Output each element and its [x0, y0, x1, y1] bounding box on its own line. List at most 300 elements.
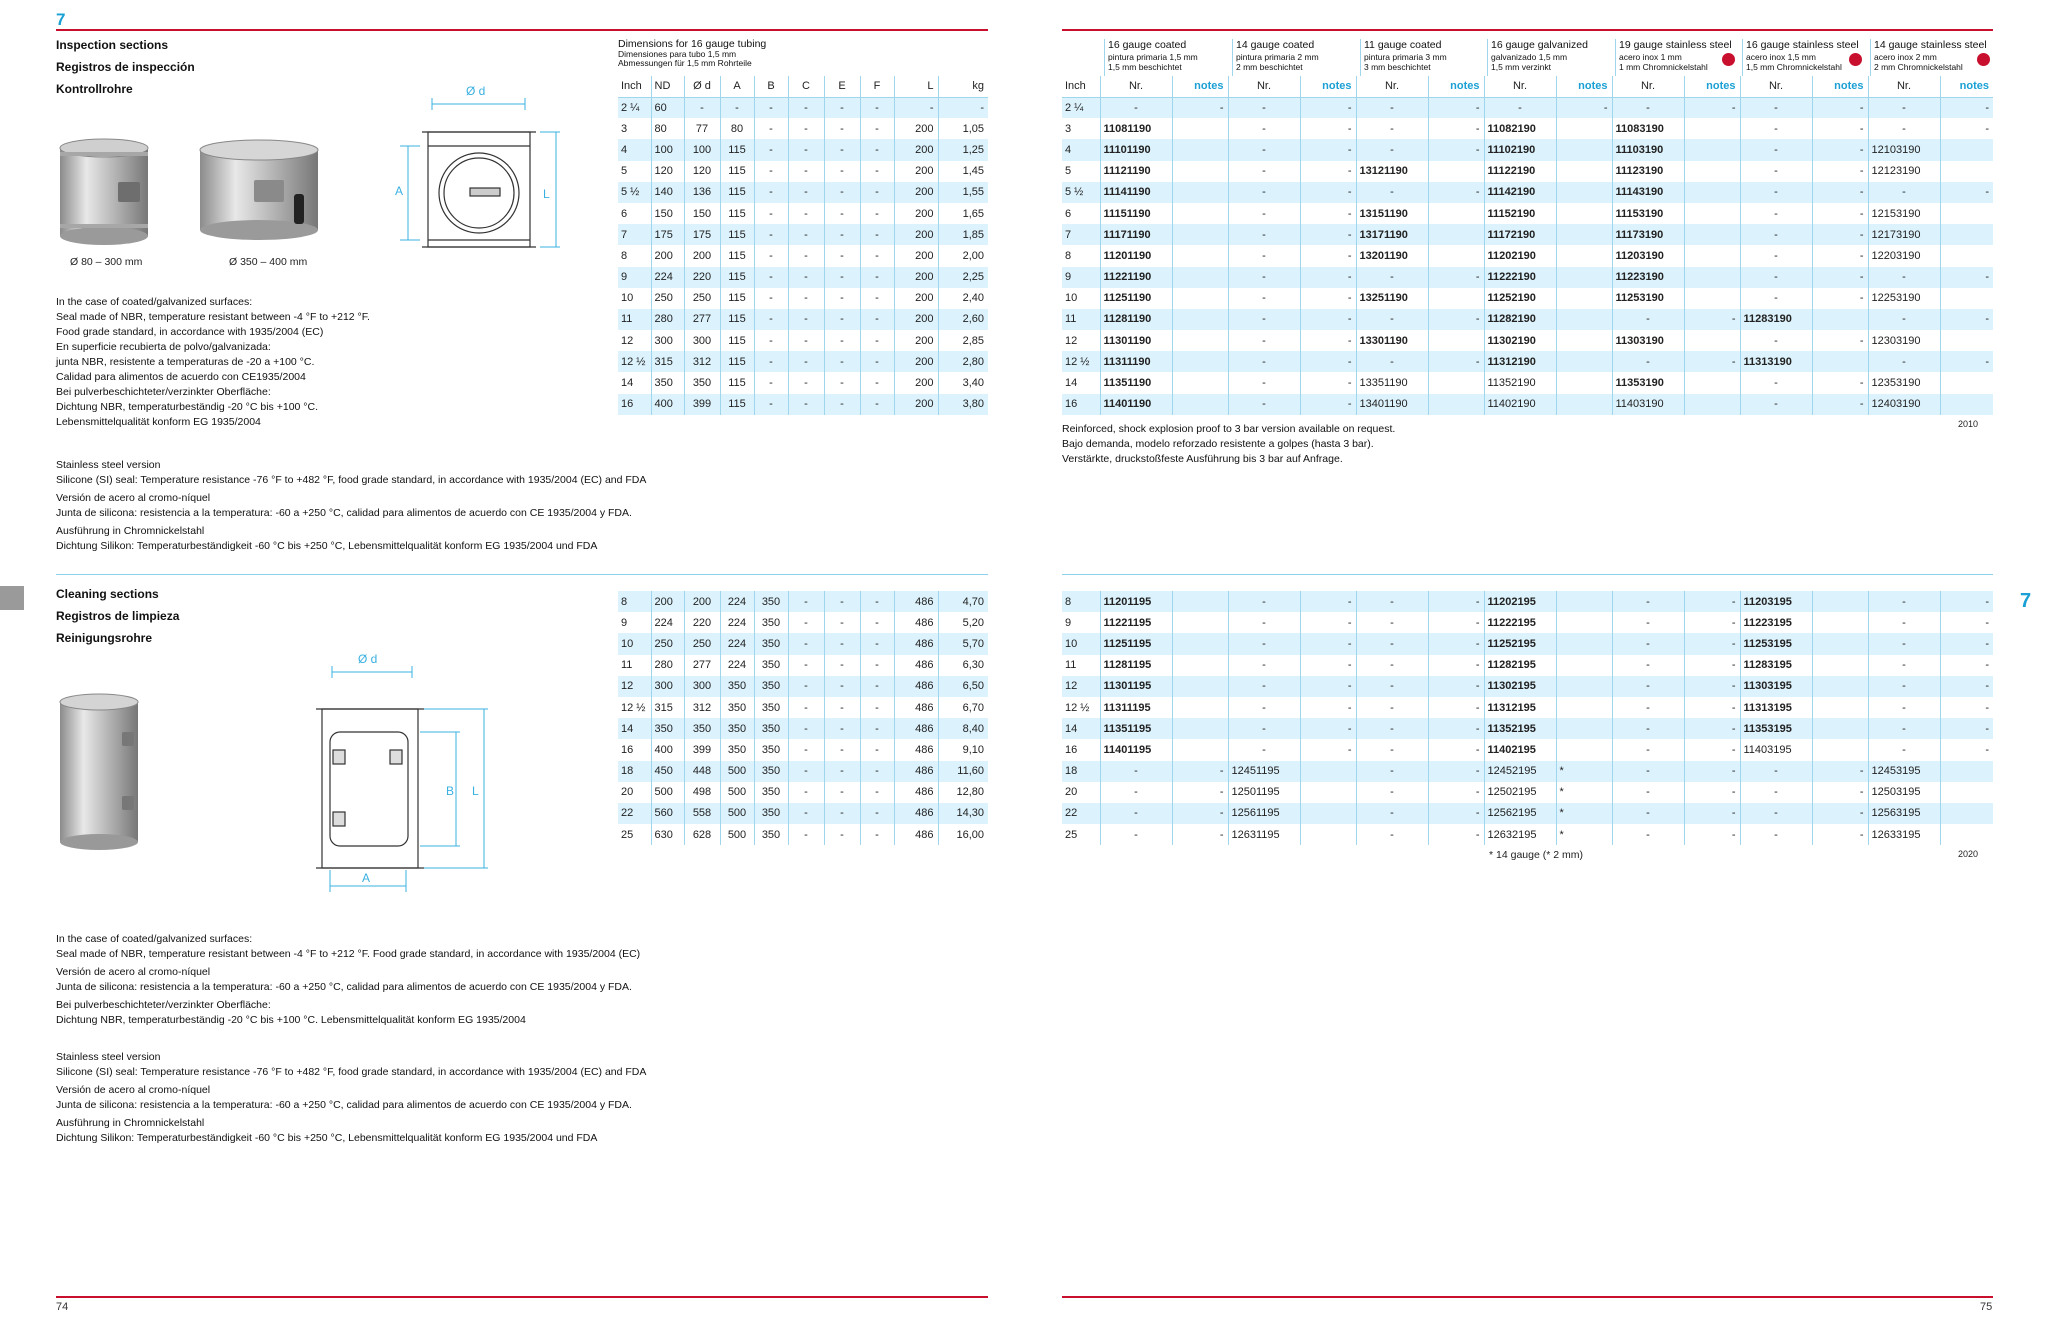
- notes-cell: [1812, 309, 1868, 330]
- table-cell: 224: [720, 591, 754, 612]
- notes-cell: -: [1812, 372, 1868, 393]
- notes-cell: [1556, 718, 1612, 739]
- notes-cell: -: [1428, 612, 1484, 633]
- article-number-cell: 12353190: [1868, 372, 1940, 393]
- table-cell: -: [860, 676, 894, 697]
- notes-cell: [1684, 224, 1740, 245]
- note-line: Silicone (SI) seal: Temperature resistance -76 °F to +482 °F, food grade standard, in accordance with 1935/2004 (EC) and FDA: [56, 474, 647, 486]
- table-cell: 350: [684, 718, 720, 739]
- table-cell: 200: [651, 591, 684, 612]
- notes-cell: [1556, 245, 1612, 266]
- table-cell: 14: [618, 718, 651, 739]
- notes-cell: [1940, 139, 1993, 160]
- table-cell: -: [938, 97, 988, 118]
- table-cell: 400: [651, 739, 684, 760]
- group-subtitle-de: 1 mm Chromnickelstahl: [1619, 62, 1708, 72]
- table-cell: 11: [621, 659, 633, 672]
- table-cell: 9,10: [938, 739, 988, 760]
- article-number-cell: -: [1612, 803, 1684, 824]
- table-cell: 300: [684, 676, 720, 697]
- notes-cell: [1556, 591, 1612, 612]
- notes-cell: [1172, 739, 1228, 760]
- table-cell: -: [860, 372, 894, 393]
- top-rule-left: [56, 29, 988, 31]
- table-cell: 200: [894, 161, 938, 182]
- article-number-cell: 11222190: [1484, 267, 1556, 288]
- notes-cell: -: [1940, 612, 1993, 633]
- table-cell: -: [860, 267, 894, 288]
- article-number-cell: 11311195: [1100, 697, 1172, 718]
- notes-cell: [1940, 203, 1993, 224]
- table-row: [618, 161, 988, 182]
- table-cell: 2 ¼: [618, 97, 651, 118]
- table-cell: -: [824, 139, 860, 160]
- table-cell: -: [824, 612, 860, 633]
- table-cell: -: [824, 824, 860, 845]
- table-cell: -: [754, 203, 788, 224]
- table-cell: 80: [720, 118, 754, 139]
- note-line: Versión de acero al cromo-níquel: [56, 492, 211, 504]
- table-cell: 150: [684, 203, 720, 224]
- column-header-notes: notes: [1300, 76, 1356, 97]
- table-cell: 300: [651, 676, 684, 697]
- article-number-cell: -: [1612, 782, 1684, 803]
- notes-cell: [1172, 161, 1228, 182]
- inch-cell: 4: [1062, 139, 1100, 160]
- table-cell: -: [860, 612, 894, 633]
- table-row: [1062, 761, 1993, 782]
- article-number-cell: -: [1740, 224, 1812, 245]
- article-number-cell: 11312195: [1484, 697, 1556, 718]
- table-cell: 350: [720, 739, 754, 760]
- notes-cell: [1940, 761, 1993, 782]
- notes-cell: [1684, 372, 1740, 393]
- notes-cell: [1684, 203, 1740, 224]
- article-number-cell: -: [1228, 182, 1300, 203]
- article-number-cell: 11313195: [1740, 697, 1812, 718]
- notes-cell: -: [1300, 224, 1356, 245]
- table-cell: 200: [894, 330, 938, 351]
- table-cell: -: [788, 203, 824, 224]
- table-cell: -: [824, 118, 860, 139]
- stainless-logo-icon: [1849, 53, 1862, 66]
- cleaning-section-diagram: [300, 650, 500, 900]
- article-number-cell: 11223190: [1612, 267, 1684, 288]
- article-number-cell: -: [1868, 676, 1940, 697]
- notes-cell: [1684, 182, 1740, 203]
- table-cell: 486: [894, 782, 938, 803]
- section-divider-left: [56, 574, 988, 575]
- article-number-cell: 12632195: [1484, 824, 1556, 845]
- notes-cell: -: [1172, 761, 1228, 782]
- note-line: Seal made of NBR, temperature resistant between -4 °F to +212 °F.: [56, 311, 370, 323]
- group-subtitle-de: 1,5 mm Chromnickelstahl: [1746, 62, 1842, 72]
- article-number-cell: -: [1228, 330, 1300, 351]
- article-number-cell: -: [1740, 97, 1812, 118]
- table-cell: 5 ½: [618, 182, 651, 203]
- table-cell: 1,55: [938, 182, 988, 203]
- article-number-cell: 12633195: [1868, 824, 1940, 845]
- article-group-header: [1491, 39, 1615, 72]
- table-cell: 6,30: [938, 655, 988, 676]
- article-number-cell: -: [1228, 139, 1300, 160]
- table-cell: 2,25: [938, 267, 988, 288]
- cleaning-section-photo: [56, 692, 142, 852]
- article-number-cell: 11253195: [1740, 633, 1812, 654]
- table-cell: 1,65: [938, 203, 988, 224]
- table-cell: 20: [621, 786, 634, 799]
- table-cell: 60: [651, 97, 684, 118]
- article-number-cell: -: [1868, 267, 1940, 288]
- table-cell: -: [824, 591, 860, 612]
- article-number-cell: 11282190: [1484, 309, 1556, 330]
- table-cell: 11,60: [938, 761, 988, 782]
- article-number-cell: 12253190: [1868, 288, 1940, 309]
- notes-cell: -: [1300, 118, 1356, 139]
- article-number-cell: 12503195: [1868, 782, 1940, 803]
- table-cell: 220: [684, 267, 720, 288]
- table-cell: -: [788, 803, 824, 824]
- table-cell: -: [860, 245, 894, 266]
- note-line: Stainless steel version: [56, 1051, 161, 1063]
- table-row: [618, 824, 988, 845]
- article-number-cell: 11173190: [1612, 224, 1684, 245]
- article-number-cell: -: [1612, 739, 1684, 760]
- table-cell: 200: [684, 245, 720, 266]
- article-number-cell: 12501195: [1228, 782, 1300, 803]
- group-subtitle-es: pintura primaria 3 mm: [1364, 52, 1447, 62]
- table-cell: 250: [684, 633, 720, 654]
- notes-cell: -: [1428, 97, 1484, 118]
- group-subtitle-es: pintura primaria 1,5 mm: [1108, 52, 1198, 62]
- article-number-cell: -: [1228, 718, 1300, 739]
- inch-cell: 5: [1065, 165, 1072, 178]
- table-cell: -: [788, 394, 824, 415]
- notes-cell: -: [1940, 182, 1993, 203]
- table-cell: 220: [684, 612, 720, 633]
- article-number-cell: -: [1228, 697, 1300, 718]
- notes-cell: -: [1684, 351, 1740, 372]
- notes-cell: [1172, 591, 1228, 612]
- article-number-cell: -: [1740, 245, 1812, 266]
- table-cell: 200: [894, 372, 938, 393]
- table-cell: 12 ½: [618, 351, 651, 372]
- notes-cell: -: [1684, 824, 1740, 845]
- notes-cell: [1684, 267, 1740, 288]
- inch-cell: 8: [1065, 249, 1072, 262]
- table-cell: -: [824, 633, 860, 654]
- table-cell: 136: [684, 182, 720, 203]
- notes-cell: -: [1428, 267, 1484, 288]
- table-cell: -: [824, 245, 860, 266]
- article-number-cell: -: [1356, 97, 1428, 118]
- note-line: Dichtung Silikon: Temperaturbeständigkeit -60 °C bis +250 °C, Lebensmittelqualität konform EG 1935/2004 und FDA: [56, 540, 598, 552]
- notes-cell: *: [1556, 761, 1612, 782]
- table-cell: 8: [621, 249, 628, 262]
- table-cell: -: [788, 824, 824, 845]
- notes-cell: [1300, 782, 1356, 803]
- notes-cell: -: [1812, 139, 1868, 160]
- table-cell: -: [860, 782, 894, 803]
- article-number-cell: 12173190: [1868, 224, 1940, 245]
- table-cell: -: [860, 139, 894, 160]
- note-line: Versión de acero al cromo-níquel: [56, 1084, 211, 1096]
- notes-cell: -: [1172, 824, 1228, 845]
- notes-cell: [1428, 203, 1484, 224]
- table-cell: -: [824, 739, 860, 760]
- inch-cell: 6: [1065, 207, 1072, 220]
- notes-cell: -: [1428, 309, 1484, 330]
- note-line: In the case of coated/galvanized surfaces:: [56, 933, 253, 945]
- table-cell: -: [860, 739, 894, 760]
- table-cell: 12 ½: [621, 701, 646, 714]
- table-cell: 300: [651, 330, 684, 351]
- note-line: Dichtung NBR, temperaturbeständig -20 °C bis +100 °C.: [56, 401, 318, 413]
- article-number-cell: -: [1100, 97, 1172, 118]
- column-header-nr: Nr.: [1356, 76, 1428, 97]
- article-number-cell: 11102190: [1484, 139, 1556, 160]
- cleaning-notes-stainless: [56, 1050, 646, 1146]
- article-number-cell: 11353190: [1612, 372, 1684, 393]
- article-number-cell: -: [1868, 351, 1940, 372]
- notes-cell: -: [1684, 612, 1740, 633]
- article-number-cell: -: [1228, 161, 1300, 182]
- table-cell: 350: [754, 718, 788, 739]
- notes-cell: [1940, 782, 1993, 803]
- notes-cell: -: [1812, 761, 1868, 782]
- table-cell: 16,00: [938, 824, 988, 845]
- table-cell: -: [788, 288, 824, 309]
- table-cell: -: [788, 633, 824, 654]
- notes-cell: -: [1428, 633, 1484, 654]
- group-subtitle-de: 1,5 mm verzinkt: [1491, 62, 1551, 72]
- table-row: [1062, 182, 1993, 203]
- article-number-cell: -: [1740, 824, 1812, 845]
- notes-cell: [1172, 224, 1228, 245]
- table-cell: 350: [754, 633, 788, 654]
- inch-cell: 5 ½: [1062, 182, 1100, 203]
- notes-cell: -: [1300, 351, 1356, 372]
- group-subtitle-de: 3 mm beschichtet: [1364, 62, 1431, 72]
- table-cell: -: [788, 97, 824, 118]
- notes-cell: [1556, 330, 1612, 351]
- column-header: Inch: [618, 76, 651, 97]
- table-cell: -: [754, 351, 788, 372]
- article-numbers-table-cleaning: [1062, 591, 1993, 845]
- table-cell: 315: [651, 697, 684, 718]
- table-cell: -: [824, 309, 860, 330]
- group-subtitle-es: acero inox 1,5 mm: [1746, 52, 1816, 62]
- notes-cell: [1428, 245, 1484, 266]
- article-number-cell: 11402195: [1484, 739, 1556, 760]
- table-row: [1062, 394, 1993, 415]
- notes-cell: -: [1684, 697, 1740, 718]
- article-number-cell: 13121190: [1356, 161, 1428, 182]
- article-number-cell: -: [1612, 697, 1684, 718]
- notes-cell: [1172, 633, 1228, 654]
- cleaning-notes-coated: [56, 932, 640, 1028]
- table-cell: 312: [684, 697, 720, 718]
- group-divider: [1870, 39, 1871, 76]
- article-number-cell: 11223195: [1740, 612, 1812, 633]
- article-number-cell: 12403190: [1868, 394, 1940, 415]
- article-number-cell: 11283190: [1740, 309, 1812, 330]
- table-cell: -: [788, 782, 824, 803]
- table-cell: 200: [894, 118, 938, 139]
- table-cell: 280: [651, 655, 684, 676]
- inch-cell: 25: [1065, 828, 1078, 841]
- table-cell: -: [824, 718, 860, 739]
- article-number-cell: -: [1612, 718, 1684, 739]
- table-cell: 500: [651, 782, 684, 803]
- notes-cell: -: [1172, 803, 1228, 824]
- notes-cell: -: [1940, 676, 1993, 697]
- article-number-cell: 12562195: [1484, 803, 1556, 824]
- notes-cell: [1556, 267, 1612, 288]
- notes-cell: -: [1300, 245, 1356, 266]
- table-cell: 350: [754, 591, 788, 612]
- notes-cell: -: [1300, 697, 1356, 718]
- article-number-cell: -: [1356, 761, 1428, 782]
- notes-cell: -: [1684, 676, 1740, 697]
- table-cell: -: [824, 676, 860, 697]
- diagram-label-a: A: [362, 871, 371, 885]
- table-cell: -: [860, 394, 894, 415]
- notes-cell: [1172, 697, 1228, 718]
- table-row: [618, 633, 988, 654]
- article-group-header: [1236, 39, 1360, 72]
- table-cell: -: [788, 591, 824, 612]
- column-header: F: [860, 76, 894, 97]
- table-cell: 200: [894, 309, 938, 330]
- notes-cell: [1556, 633, 1612, 654]
- article-number-cell: 13301190: [1356, 330, 1428, 351]
- note-line: Seal made of NBR, temperature resistant between -4 °F to +212 °F. Food grade standard, in accordance with 1935/2004 (EC): [56, 948, 641, 960]
- notes-cell: -: [1300, 182, 1356, 203]
- table-row: [618, 224, 988, 245]
- note-line: Junta de silicona: resistencia a la temperatura: -60 a +250 °C, calidad para alimentos de acuerdo con CE 1935/2004 y FDA.: [56, 1099, 632, 1111]
- table-row: [618, 139, 988, 160]
- table-cell: 486: [894, 612, 938, 633]
- table-row: [1062, 245, 1993, 266]
- notes-cell: [1556, 139, 1612, 160]
- notes-cell: -: [1300, 612, 1356, 633]
- table-cell: 175: [684, 224, 720, 245]
- article-number-cell: -: [1356, 782, 1428, 803]
- group-title: 11 gauge coated: [1364, 39, 1442, 51]
- article-number-cell: 11143190: [1612, 182, 1684, 203]
- table-cell: -: [824, 803, 860, 824]
- notes-cell: -: [1428, 697, 1484, 718]
- article-number-cell: -: [1612, 97, 1684, 118]
- table-cell: -: [788, 309, 824, 330]
- table-cell: 350: [720, 676, 754, 697]
- table-cell: -: [754, 309, 788, 330]
- article-number-cell: -: [1356, 612, 1428, 633]
- table-cell: -: [788, 761, 824, 782]
- table-row: [618, 782, 988, 803]
- table-row: [1062, 633, 1993, 654]
- inch-cell: 20: [1065, 786, 1078, 799]
- table-cell: 115: [720, 139, 754, 160]
- article-number-cell: -: [1356, 718, 1428, 739]
- table-cell: 115: [720, 288, 754, 309]
- table-cell: 450: [651, 761, 684, 782]
- table-row: [618, 118, 988, 139]
- notes-cell: -: [1428, 655, 1484, 676]
- table-cell: -: [788, 372, 824, 393]
- notes-cell: *: [1556, 803, 1612, 824]
- notes-cell: [1812, 739, 1868, 760]
- article-number-cell: -: [1740, 394, 1812, 415]
- notes-cell: [1172, 267, 1228, 288]
- article-number-cell: -: [1100, 824, 1172, 845]
- page-side-tab: [0, 586, 24, 610]
- article-number-cell: 11141190: [1100, 182, 1172, 203]
- table-cell: -: [824, 97, 860, 118]
- article-number-cell: -: [1868, 718, 1940, 739]
- notes-cell: [1556, 351, 1612, 372]
- table-row: [1062, 118, 1993, 139]
- table-cell: -: [824, 372, 860, 393]
- article-number-cell: -: [1868, 739, 1940, 760]
- column-header-notes: notes: [1556, 76, 1612, 97]
- article-number-cell: 11202190: [1484, 245, 1556, 266]
- table-cell: 2,80: [938, 351, 988, 372]
- table-cell: 115: [720, 394, 754, 415]
- article-number-cell: 11153190: [1612, 203, 1684, 224]
- group-title: 14 gauge stainless steel: [1874, 39, 1987, 51]
- article-number-cell: -: [1228, 739, 1300, 760]
- table-row: [1062, 718, 1993, 739]
- table-cell: -: [788, 182, 824, 203]
- table-row: [618, 351, 988, 372]
- table-cell: 5: [621, 165, 628, 178]
- table-cell: 500: [720, 803, 754, 824]
- table-cell: 12: [621, 334, 634, 347]
- table-cell: -: [824, 161, 860, 182]
- article-number-cell: -: [1740, 803, 1812, 824]
- notes-cell: -: [1428, 782, 1484, 803]
- table-cell: 8: [618, 591, 651, 612]
- notes-cell: [1428, 224, 1484, 245]
- table-cell: -: [754, 139, 788, 160]
- table-cell: 2,85: [938, 330, 988, 351]
- notes-cell: -: [1940, 97, 1993, 118]
- notes-cell: -: [1300, 676, 1356, 697]
- photo-caption-small: Ø 80 – 300 mm: [70, 256, 143, 268]
- notes-cell: [1556, 203, 1612, 224]
- notes-cell: -: [1428, 739, 1484, 760]
- notes-cell: [1556, 697, 1612, 718]
- table-cell: 115: [720, 161, 754, 182]
- note-line: En superficie recubierta de polvo/galvanizada:: [56, 341, 271, 353]
- article-number-cell: 11312190: [1484, 351, 1556, 372]
- note-line: Silicone (SI) seal: Temperature resistance -76 °F to +482 °F, food grade standard, in accordance with 1935/2004 (EC) and FDA: [56, 1066, 647, 1078]
- notes-cell: -: [1428, 718, 1484, 739]
- article-number-cell: 11151190: [1100, 203, 1172, 224]
- column-header-notes: notes: [1428, 76, 1484, 97]
- table-cell: -: [860, 97, 894, 118]
- dimensions-caption-es: Dimensiones para tubo 1,5 mm: [618, 49, 737, 59]
- stainless-logo-icon: [1977, 53, 1990, 66]
- article-number-cell: 11303190: [1612, 330, 1684, 351]
- notes-cell: [1172, 676, 1228, 697]
- article-number-cell: -: [1612, 761, 1684, 782]
- table-cell: -: [894, 97, 938, 118]
- notes-cell: -: [1684, 718, 1740, 739]
- table-cell: 486: [894, 824, 938, 845]
